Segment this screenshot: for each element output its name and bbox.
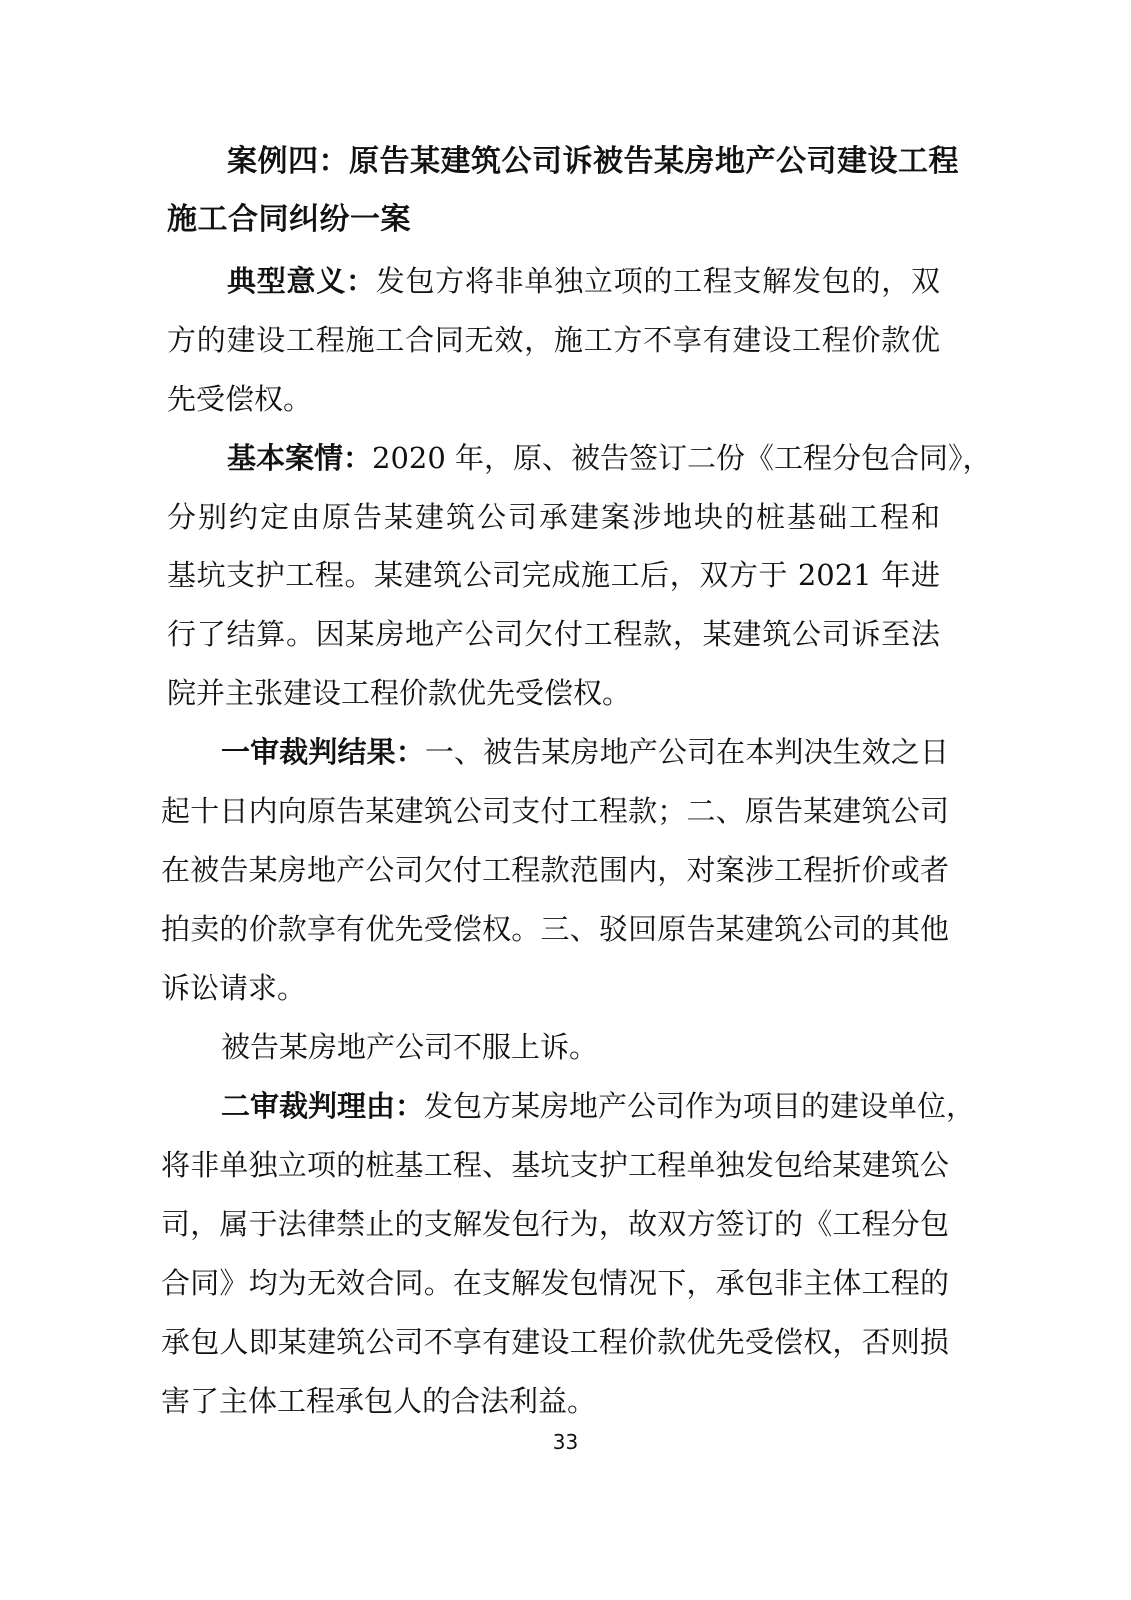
case-title-line-1: 案例四：原告某建筑公司诉被告某房地产公司建设工程 (227, 144, 959, 179)
second-instance-line-2: 将非单独立项的桩基工程、基坑支护工程单独发包给某建筑公 (161, 1148, 949, 1182)
basic-facts-line-3: 基坑支护工程。某建筑公司完成施工后，双方于 2021 年进 (167, 558, 940, 592)
basic-facts-line-1 (227, 440, 992, 476)
page-number: 33 (552, 1430, 579, 1454)
second-instance-line-1 (221, 1088, 976, 1124)
appeal-line: 被告某房地产公司不服上诉。 (221, 1030, 599, 1064)
second-instance-label: 二审裁判理由： (221, 1089, 425, 1123)
basic-facts-line-5: 院并主张建设工程价款优先受偿权。 (167, 676, 632, 710)
second-instance-text-1: 发包方某房地产公司作为项目的建设单位， (424, 1089, 976, 1123)
significance-label: 典型意义： (227, 264, 376, 298)
second-instance-line-4: 合同》均为无效合同。在支解发包情况下，承包非主体工程的 (161, 1266, 949, 1300)
significance-line-3: 先受偿权。 (167, 382, 313, 416)
significance-line-2: 方的建设工程施工合同无效，施工方不享有建设工程价款优 (167, 323, 940, 357)
first-instance-line-2: 起十日内向原告某建筑公司支付工程款；二、原告某建筑公司 (161, 794, 949, 828)
first-instance-line-5: 诉讼请求。 (161, 971, 307, 1005)
case-title-line-2: 施工合同纠纷一案 (167, 202, 411, 237)
significance-text-1: 发包方将非单独立项的工程支解发包的，双 (375, 264, 940, 298)
first-instance-line-1 (221, 734, 949, 770)
first-instance-line-3: 在被告某房地产公司欠付工程款范围内，对案涉工程折价或者 (161, 853, 949, 887)
basic-facts-label: 基本案情： (227, 441, 373, 475)
second-instance-line-6: 害了主体工程承包人的合法利益。 (161, 1384, 597, 1418)
basic-facts-text-1: 2020 年，原、被告签订二份《工程分包合同》， (372, 441, 992, 475)
first-instance-text-1: 一、被告某房地产公司在本判决生效之日 (424, 735, 949, 769)
basic-facts-line-4: 行了结算。因某房地产公司欠付工程款，某建筑公司诉至法 (167, 617, 940, 651)
second-instance-line-5: 承包人即某建筑公司不享有建设工程价款优先受偿权，否则损 (161, 1325, 949, 1359)
basic-facts-line-2: 分别约定由原告某建筑公司承建案涉地块的桩基础工程和 (167, 500, 940, 534)
first-instance-label: 一审裁判结果： (221, 735, 425, 769)
significance-line-1 (227, 263, 940, 299)
second-instance-line-3: 司，属于法律禁止的支解发包行为，故双方签订的《工程分包 (161, 1207, 949, 1241)
first-instance-line-4: 拍卖的价款享有优先受偿权。三、驳回原告某建筑公司的其他 (161, 912, 949, 946)
